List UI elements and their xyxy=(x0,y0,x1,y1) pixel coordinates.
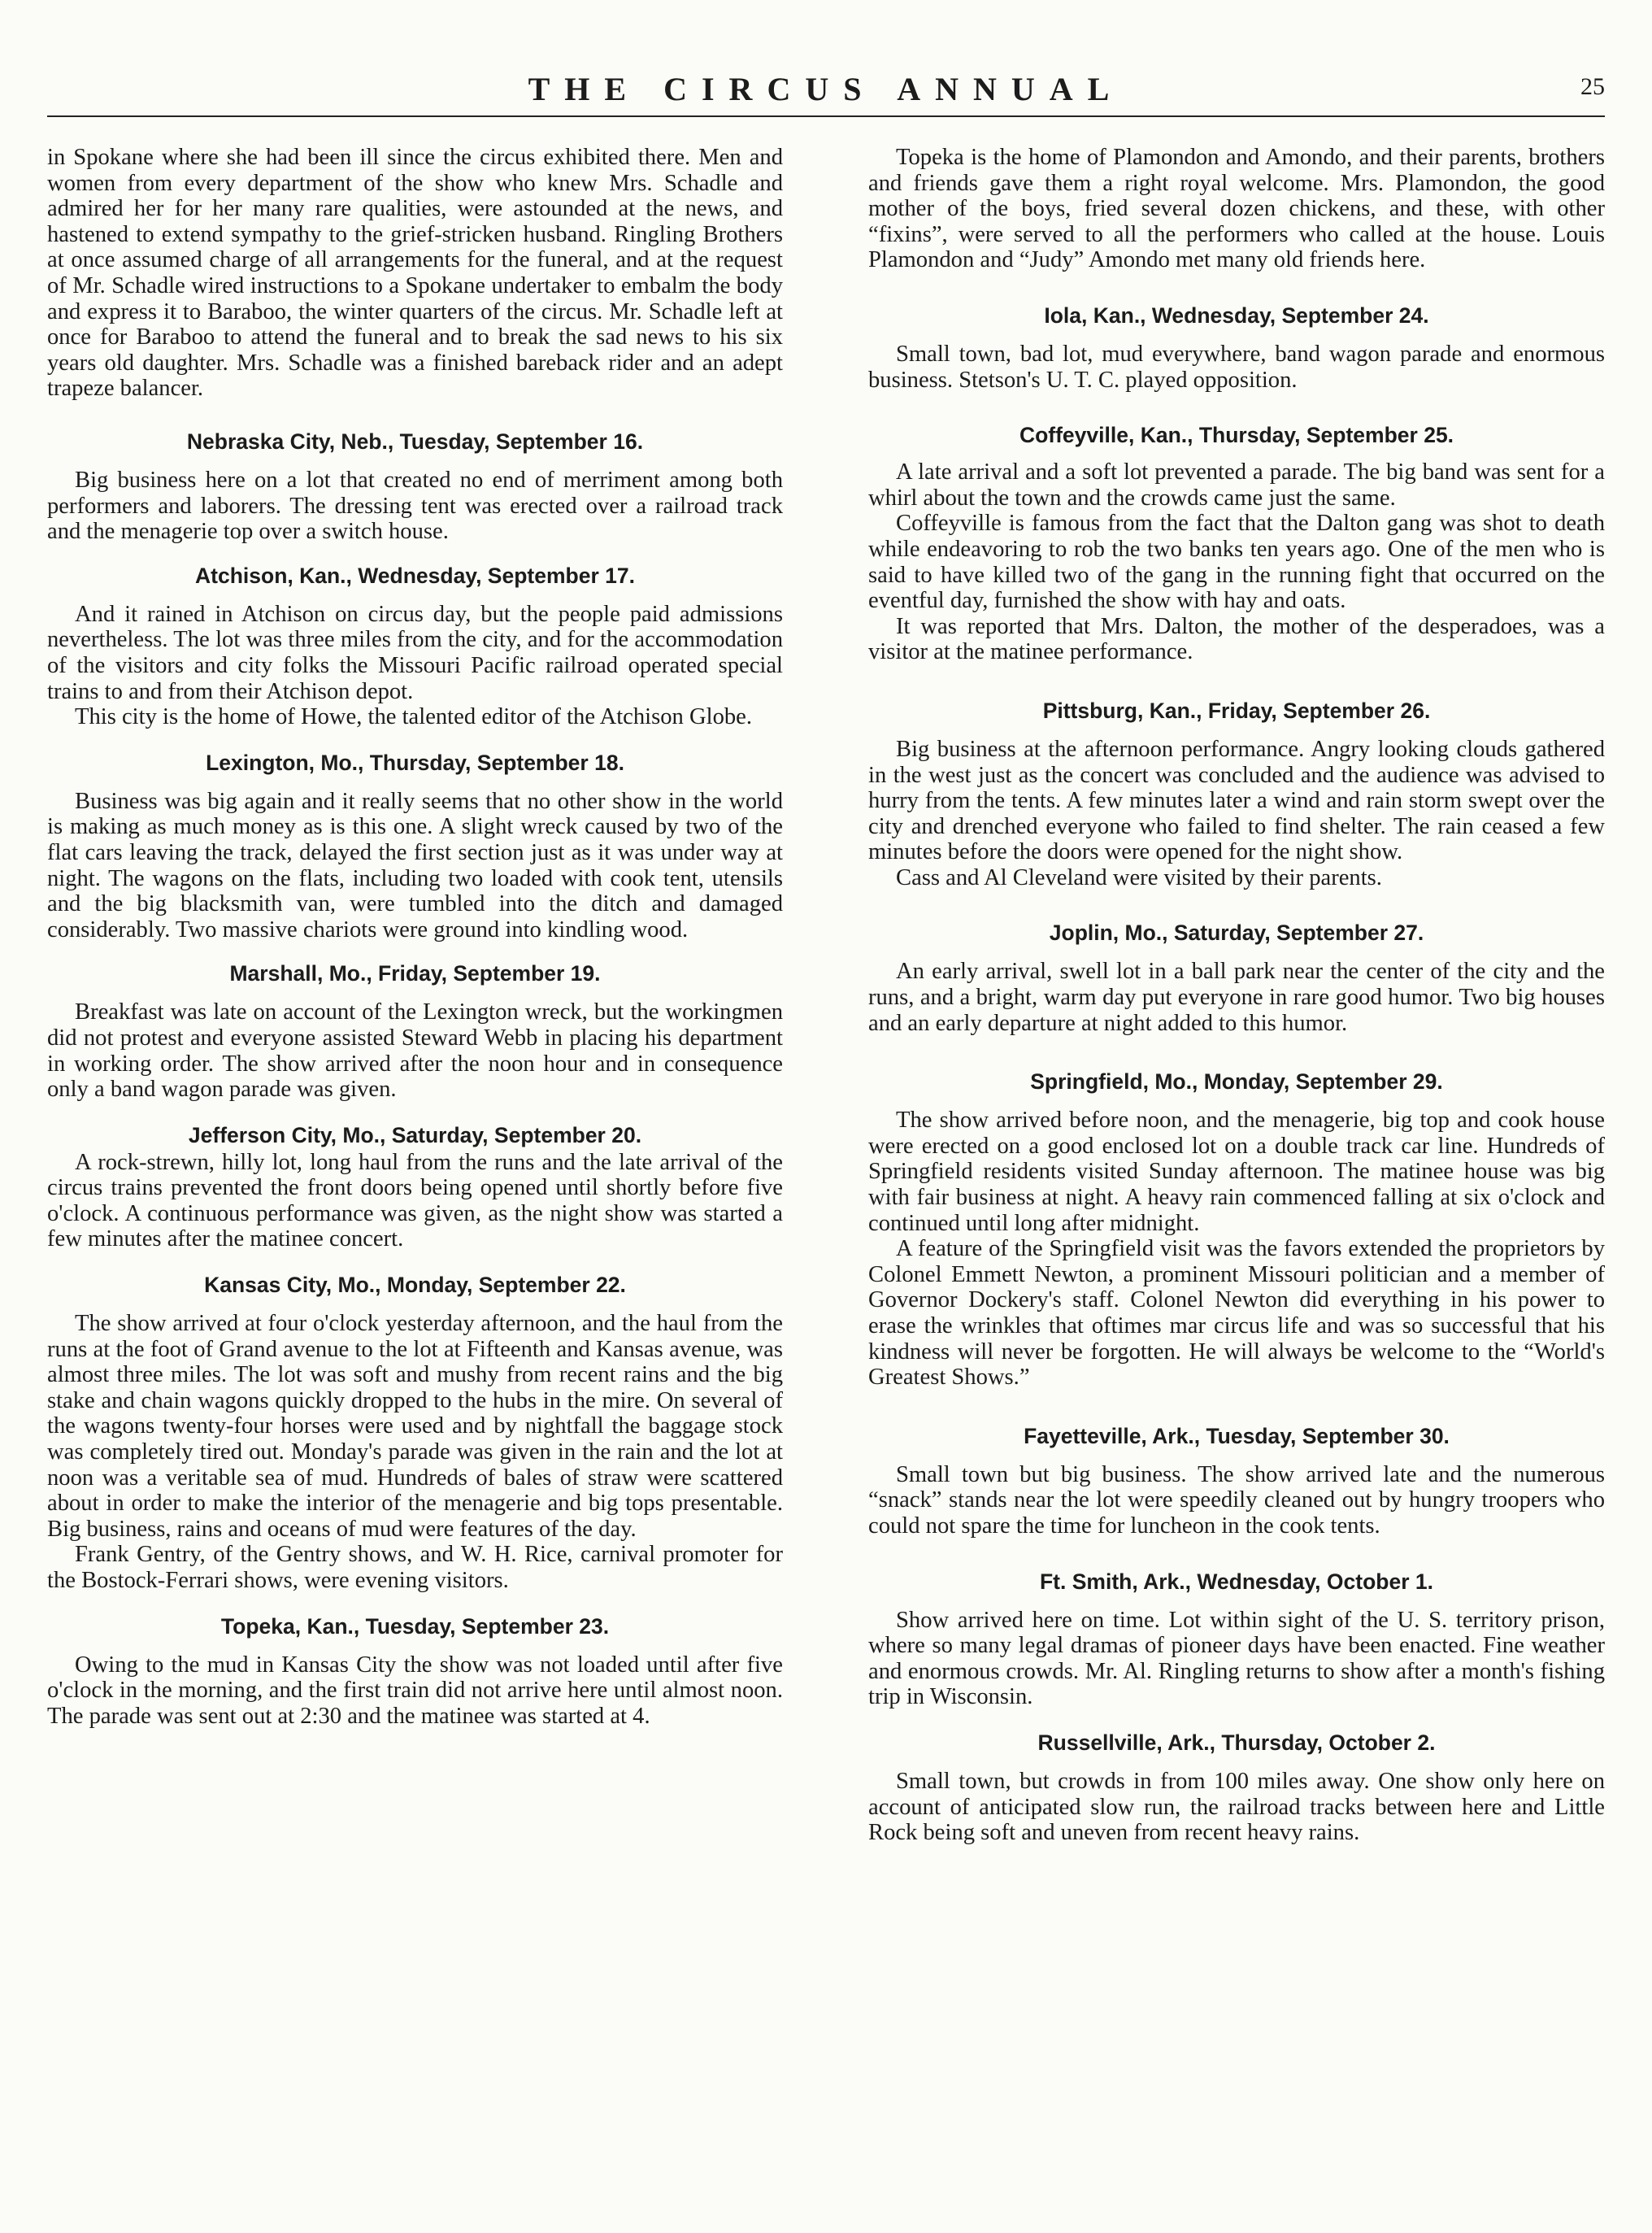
continued-paragraph: Topeka is the home of Plamondon and Amondo, and their parents, brothers and friends gave them a right royal welcome. Mrs. Plamondon, the good mother of the boys, fried several dozen chickens, and these, with other “fixins”, were served to all the performers who called at the house. Louis Plamondon and “Judy” Amondo met many old friends here. xyxy=(868,145,1605,273)
section-heading-springfield: Springfield, Mo., Monday, September 29. xyxy=(1030,1069,1443,1095)
section-paragraph: Breakfast was late on account of the Lexington wreck, but the workingmen did not protest and everyone assisted Steward Webb in placing his department in working order. The show arrived after the noon hour and in consequence only a band wagon parade was given. xyxy=(47,999,783,1103)
section-heading-lexington: Lexington, Mo., Thursday, September 18. xyxy=(206,750,624,775)
section-paragraph: A rock-strewn, hilly lot, long haul from the runs and the late arrival of the circus trains prevented the front doors being opened until shortly before five o'clock. A continuous performance was given, as the night show was started a few minutes after the matinee concert. xyxy=(47,1149,783,1252)
section-paragraph: A late arrival and a soft lot prevented a parade. The big band was sent for a whirl about the town and the crowds came just the same. xyxy=(868,459,1605,511)
section-heading-kansas-city: Kansas City, Mo., Monday, September 22. xyxy=(204,1273,626,1298)
section-heading-coffeyville: Coffeyville, Kan., Thursday, September 25. xyxy=(1019,423,1454,448)
section-paragraph: An early arrival, swell lot in a ball park near the center of the city and the runs, and a bright, warm day put everyone in rare good humor. Two big houses and an early departure at night added to this humor. xyxy=(868,959,1605,1036)
page-number: 25 xyxy=(1580,73,1605,100)
section-heading-topeka: Topeka, Kan., Tuesday, September 23. xyxy=(220,1613,610,1639)
section-paragraph: And it rained in Atchison on circus day, but the people paid admissions nevertheless. The lot was three miles from the city, and for the accommodation of the visitors and city folks the Missouri Pacific railroad operated special trains to and from their Atchison depot. xyxy=(47,601,783,704)
section-heading-nebraska-city: Nebraska City, Neb., Tuesday, September 16. xyxy=(186,429,644,454)
section-paragraph: This city is the home of Howe, the talented editor of the Atchison Globe. xyxy=(75,704,753,730)
section-heading-ft-smith: Ft. Smith, Ark., Wednesday, October 1. xyxy=(1040,1569,1433,1594)
left-column xyxy=(47,145,783,1729)
section-paragraph: Coffeyville is famous from the fact that the Dalton gang was shot to death while endeavoring to rob the two banks ten years ago. One of the men who is said to have killed two of the gang in the running fight that occurred on the eventful day, furnished the show with hay and oats. xyxy=(868,511,1605,614)
section-heading-atchison: Atchison, Kan., Wednesday, September 17. xyxy=(195,563,635,588)
section-paragraph: Small town but big business. The show arrived late and the numerous “snack” stands near the lot were speedily cleaned out by hungry troopers who could not spare the time for luncheon in the cook tents. xyxy=(868,1461,1605,1539)
section-paragraph: The show arrived before noon, and the menagerie, big top and cook house were erected on a good enclosed lot on a double track car line. Hundreds of Springfield residents visited Sunday afternoon. The matinee house was big with fair business at night. A heavy rain commenced falling at six o'clock and continued until long after midnight. xyxy=(868,1108,1605,1236)
section-paragraph: Business was big again and it really seems that no other show in the world is making as much money as is this one. A slight wreck caused by two of the flat cars leaving the track, delayed the first section just as it was under way at night. The wagons on the flats, including two loaded with cook tent, utensils and the big blacksmith van, were tumbled into the ditch and damaged considerably. Two massive chariots were ground into kindling wood. xyxy=(47,788,783,942)
section-heading-iola: Iola, Kan., Wednesday, September 24. xyxy=(1044,303,1429,328)
section-heading-pittsburg: Pittsburg, Kan., Friday, September 26. xyxy=(1042,698,1431,723)
section-heading-jefferson-city: Jefferson City, Mo., Saturday, September 20. xyxy=(188,1122,642,1147)
section-paragraph: Owing to the mud in Kansas City the show was not loaded until after five o'clock in the morning, and the first train did not arrive here until almost noon. The parade was sent out at 2:30 and the matinee was started at 4. xyxy=(47,1652,783,1729)
section-paragraph: Small town, but crowds in from 100 miles away. One show only here on account of anticipated slow run, the railroad tracks between here and Little Rock being soft and uneven from recent heavy rains. xyxy=(868,1768,1605,1846)
section-heading-marshall: Marshall, Mo., Friday, September 19. xyxy=(229,961,601,986)
section-paragraph: Big business at the afternoon performance. Angry looking clouds gathered in the west just as the concert was concluded and the audience was advised to hurry from the tents. A few minutes later a wind and rain storm swept over the city and drenched everyone who failed to find shelter. The rain ceased a few minutes before the doors were opened for the night show. xyxy=(868,736,1605,865)
section-paragraph: Big business here on a lot that created no end of merriment among both performers and laborers. The dressing tent was erected over a railroad track and the menagerie top over a switch house. xyxy=(47,468,783,545)
section-paragraph: Show arrived here on time. Lot within sight of the U. S. territory prison, where so many legal dramas of pioneer days have been enacted. Fine weather and enormous crowds. Mr. Al. Ringling returns to show after a month's fishing trip in Wisconsin. xyxy=(868,1607,1605,1710)
section-paragraph: The show arrived at four o'clock yesterday afternoon, and the haul from the runs at the foot of Grand avenue to the lot at Fifteenth and Kansas avenue, was almost three miles. The lot was soft and mushy from recent rains and the big stake and chain wagons quickly dropped to the hubs in the mire. On several of the wagons twenty-four horses were used and by nightfall the baggage stock was completely tired out. Monday's parade was given in the rain and the lot at noon was a veritable sea of mud. Hundreds of bales of straw were scattered about in order to make the interior of the menagerie and big tops presentable. Big business, rains and oceans of mud were features of the day. xyxy=(47,1311,783,1542)
continued-paragraph: in Spokane where she had been ill since the circus exhibited there. Men and women from every department of the show who knew Mrs. Schadle and admired her for her many rare qualities, were astounded at the news, and hastened to extend sympathy to the grief-stricken husband. Ringling Brothers at once assumed charge of all arrangements for the funeral, and at the request of Mr. Schadle wired instructions to a Spokane undertaker to embalm the body and express it to Baraboo, the winter quarters of the circus. Mr. Schadle left at once for Baraboo to attend the funeral and to break the sad news to his six years old daughter. Mrs. Schadle was a finished bareback rider and an adept trapeze balancer. xyxy=(47,145,783,402)
section-paragraph: A feature of the Springfield visit was the favors extended the proprietors by Colonel Emmett Newton, a prominent Missouri politician and a member of Governor Dockery's staff. Colonel Newton did everything in his power to erase the wrinkles that oftimes mar circus life and was so successful that his kindness will never be forgotten. He will always be welcome to the “World's Greatest Shows.” xyxy=(868,1236,1605,1391)
section-paragraph: Small town, bad lot, mud everywhere, band wagon parade and enormous business. Stetson's U. T. C. played opposition. xyxy=(868,341,1605,393)
section-heading-fayetteville: Fayetteville, Ark., Tuesday, September 30. xyxy=(1024,1423,1450,1448)
running-header xyxy=(47,67,1605,117)
section-paragraph: Frank Gentry, of the Gentry shows, and W. H. Rice, carnival promoter for the Bostock-Ferrari shows, were evening visitors. xyxy=(47,1542,783,1593)
section-heading-russellville: Russellville, Ark., Thursday, October 2. xyxy=(1037,1730,1436,1755)
section-paragraph: Cass and Al Cleveland were visited by their parents. xyxy=(896,864,1382,890)
publication-title: THE CIRCUS ANNUAL xyxy=(528,71,1124,107)
section-paragraph: It was reported that Mrs. Dalton, the mother of the desperadoes, was a visitor at the matinee performance. xyxy=(868,613,1605,665)
section-heading-joplin: Joplin, Mo., Saturday, September 27. xyxy=(1049,921,1424,946)
right-column xyxy=(868,145,1605,1846)
